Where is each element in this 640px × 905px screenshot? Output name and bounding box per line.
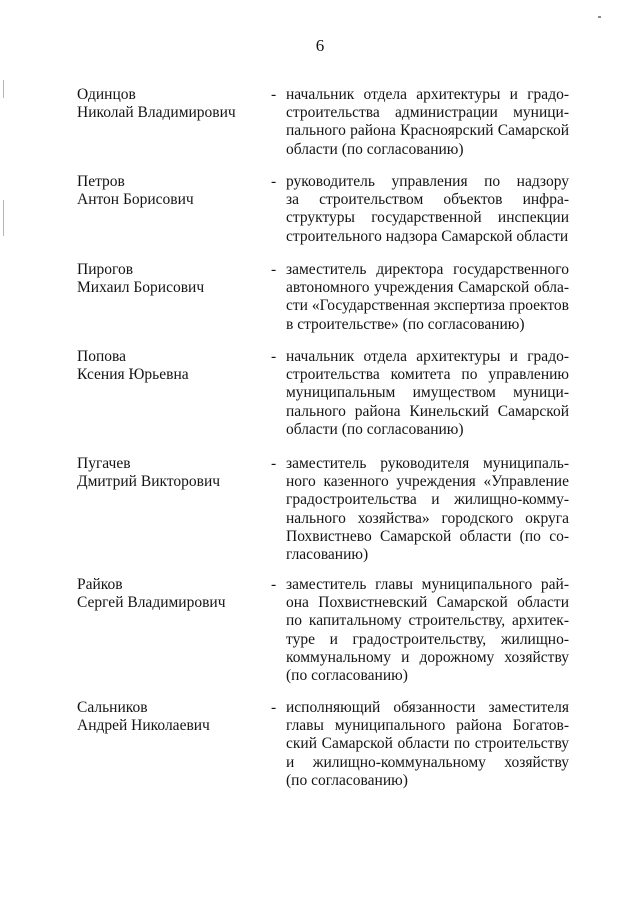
position-line: она Похвистневский Самарской области	[286, 594, 569, 612]
member-given-names: Ксения Юрьевна	[77, 366, 189, 383]
position-line: сти «Государственная экспертиза проектов	[286, 297, 569, 315]
corner-scan-mark	[598, 16, 601, 18]
member-given-names: Антон Борисович	[77, 191, 194, 208]
margin-scan-mark	[3, 80, 4, 98]
member-surname: Одинцов	[77, 86, 136, 103]
member-position	[286, 348, 569, 439]
entry-dash: -	[271, 173, 277, 190]
member-name	[77, 348, 267, 384]
position-line: Похвистнево Самарской области (по со-	[286, 527, 569, 545]
position-line: коммунальному и дорожному хозяйству	[286, 648, 569, 666]
position-line: в строительстве» (по согласованию)	[286, 315, 525, 333]
member-position	[286, 261, 569, 334]
member-surname: Попова	[77, 348, 126, 365]
position-line: строительства администрации муници-	[286, 104, 569, 122]
member-surname: Пугачев	[77, 455, 131, 472]
member-name	[77, 699, 267, 735]
position-line: пального района Кинельский Самарской	[286, 402, 569, 420]
entry-dash: -	[271, 86, 277, 103]
member-given-names: Сергей Владимирович	[77, 594, 226, 611]
member-name	[77, 173, 267, 209]
position-line: начальник отдела архитектуры и градо-	[286, 86, 569, 103]
position-line: области (по согласованию)	[286, 420, 464, 438]
position-line: и жилищно-коммунальному хозяйству	[286, 753, 569, 771]
position-line: муниципальным имуществом муници-	[286, 384, 569, 402]
position-line: автономного учреждения Самарской обла-	[286, 279, 569, 297]
member-given-names: Михаил Борисович	[77, 279, 205, 296]
entry-dash: -	[271, 261, 277, 278]
position-line: по капитальному строительству, архитек-	[286, 612, 569, 630]
entry-dash: -	[271, 699, 277, 716]
member-given-names: Дмитрий Викторович	[77, 473, 221, 490]
position-line: (по согласованию)	[286, 667, 408, 685]
entry-dash: -	[271, 455, 277, 472]
page-number: 6	[315, 36, 325, 55]
member-position	[286, 699, 569, 790]
member-surname: Петров	[77, 173, 125, 190]
member-name	[77, 86, 267, 122]
position-line: структуры государственной инспекции	[286, 209, 569, 227]
position-line: строительства комитета по управлению	[286, 366, 569, 384]
position-line: главы муниципального района Богатов-	[286, 717, 569, 735]
member-name	[77, 455, 267, 491]
member-position	[286, 86, 569, 159]
position-line: исполняющий обязанности заместителя	[286, 699, 569, 716]
position-line: (по согласованию)	[286, 771, 408, 789]
member-name	[77, 576, 267, 612]
position-line: ного казенного учреждения «Управление	[286, 473, 569, 491]
position-line: строительного надзора Самарской области	[286, 227, 569, 245]
member-given-names: Николай Владимирович	[77, 104, 236, 121]
position-line: заместитель директора государственного	[286, 261, 569, 278]
entry-dash: -	[271, 348, 277, 365]
position-line: области (по согласованию)	[286, 140, 464, 158]
member-position	[286, 173, 569, 246]
member-given-names: Андрей Николаевич	[77, 717, 210, 734]
position-line: туре и градостроительству, жилищно-	[286, 630, 569, 648]
position-line: нального хозяйства» городского округа	[286, 509, 569, 527]
member-position	[286, 576, 569, 685]
member-surname: Пирогов	[77, 261, 134, 278]
position-line: пального района Красноярский Самарской	[286, 122, 569, 140]
margin-scan-mark	[3, 200, 4, 236]
position-line: градостроительства и жилищно-комму-	[286, 491, 569, 509]
member-surname: Сальников	[77, 699, 148, 716]
position-line: за строительством объектов инфра-	[286, 191, 569, 209]
position-line: заместитель главы муниципального рай-	[286, 576, 569, 593]
member-surname: Райков	[77, 576, 123, 593]
position-line: гласованию)	[286, 546, 369, 564]
position-line: руководитель управления по надзору	[286, 173, 569, 190]
member-name	[77, 261, 267, 297]
position-line: начальник отдела архитектуры и градо-	[286, 348, 569, 365]
position-line: ский Самарской области по строительству	[286, 735, 569, 753]
position-line: заместитель руководителя муниципаль-	[286, 455, 569, 472]
entry-dash: -	[271, 576, 277, 593]
member-position	[286, 455, 569, 564]
